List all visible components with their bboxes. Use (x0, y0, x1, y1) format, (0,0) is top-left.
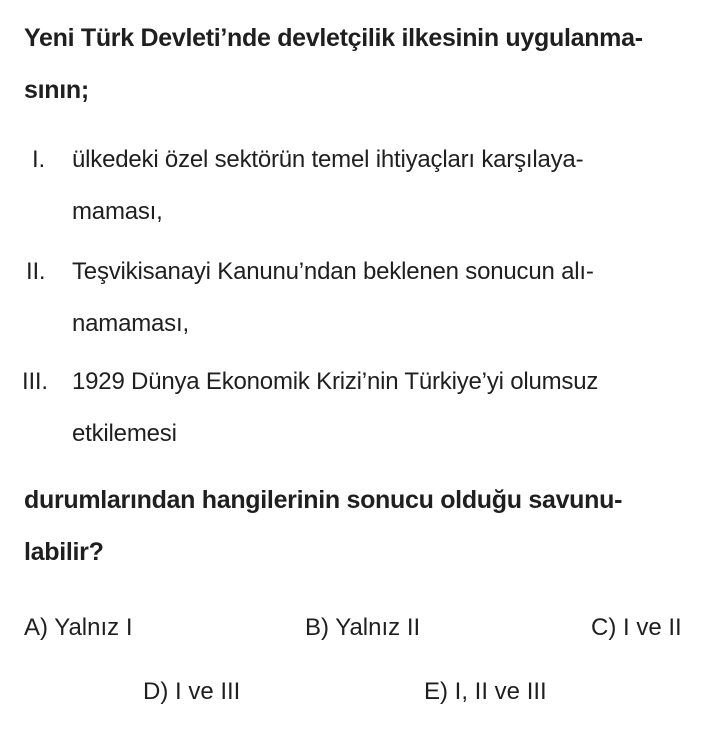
statement-i-line-2: maması, (72, 198, 163, 225)
option-a[interactable]: A) Yalnız I (24, 614, 133, 641)
statement-iii-numeral: III. (22, 368, 48, 395)
prompt-line-1: durumlarından hangilerinin sonucu olduğu savunu- (24, 486, 623, 514)
statement-i-numeral: I. (32, 146, 45, 173)
statement-iii-line-1: 1929 Dünya Ekonomik Krizi’nin Türkiye’yi olumsuz (72, 368, 599, 395)
option-b[interactable]: B) Yalnız II (305, 614, 421, 641)
prompt-line-2: labilir? (24, 538, 104, 566)
stem-line-2: sının; (24, 76, 89, 104)
statement-i-text (72, 134, 704, 238)
question-prompt (24, 474, 704, 578)
option-d[interactable]: D) I ve III (143, 678, 241, 705)
statement-ii-text (72, 246, 704, 350)
statement-ii-line-1: Teşvikisanayi Kanunu’ndan beklenen sonucun alı- (72, 258, 594, 285)
question-stem (24, 12, 704, 116)
statement-i-line-1: ülkedeki özel sektörün temel ihtiyaçları karşılaya- (72, 146, 584, 173)
statement-ii-numeral: II. (26, 258, 46, 285)
statement-iii-text (72, 356, 704, 460)
option-e[interactable]: E) I, II ve III (424, 678, 547, 705)
statement-ii-line-2: namaması, (72, 310, 189, 337)
option-c[interactable]: C) I ve II (591, 614, 682, 641)
stem-line-1: Yeni Türk Devleti’nde devletçilik ilkesinin uygulanma- (24, 24, 643, 52)
statement-iii-line-2: etkilemesi (72, 420, 177, 447)
